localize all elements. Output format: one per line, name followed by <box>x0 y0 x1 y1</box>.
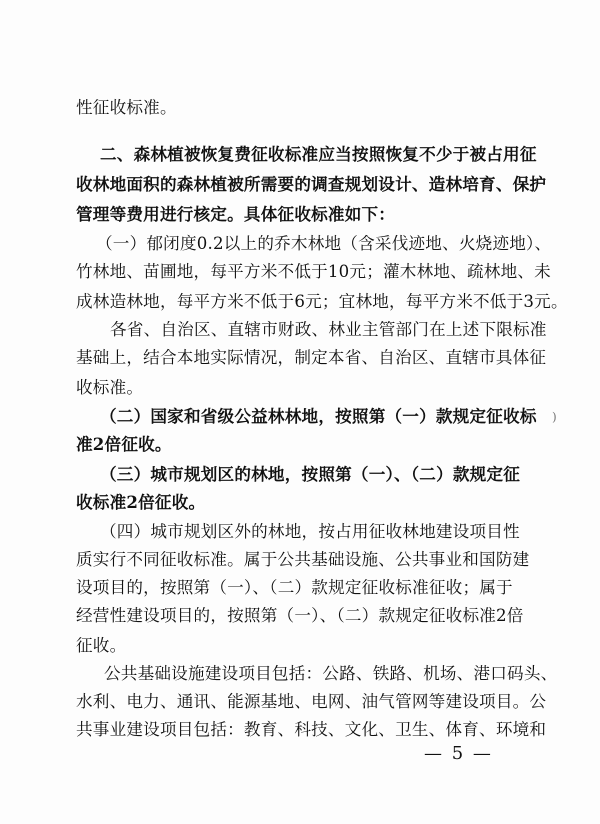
text-line-1: 性征收标准。 <box>76 98 177 117</box>
text-line-2: 二、森林植被恢复费征收标准应当按照恢复不少于被占用征 <box>100 144 537 164</box>
text-line-14: 收标准2倍征收。 <box>76 492 206 512</box>
text-line-6: 竹林地、苗圃地，每平方米不低于10元；灌木林地、疏林地、未 <box>76 262 551 281</box>
text-line-18: 经营性建设项目的，按照第（一）、（二）款规定征收标准2倍 <box>76 606 524 625</box>
page-number: — 5 — <box>424 743 493 764</box>
text-line-5: （一）郁闭度0.2以上的乔木林地（含采伐迹地、火烧迹地）、 <box>96 234 552 253</box>
text-line-21: 水利、电力、通讯、能源基地、电网、油气管网等建设项目。公 <box>76 692 547 711</box>
text-line-8: 各省、自治区、直辖市财政、林业主管部门在上述下限标准 <box>110 320 547 339</box>
text-line-11: （二）国家和省级公益林林地，按照第（一）款规定征收标 <box>100 406 537 426</box>
text-line-4: 管理等费用进行核定。具体征收标准如下： <box>76 204 396 224</box>
text-line-22: 共事业建设项目包括：教育、科技、文化、卫生、体育、环境和 <box>76 720 547 739</box>
text-line-17: 设项目的，按照第（一）、（二）款规定征收标准征收；属于 <box>76 578 513 597</box>
text-line-3: 收林地面积的森林植被所需要的调查规划设计、造林培育、保护 <box>76 174 547 194</box>
text-line-7: 成林造林地，每平方米不低于6元；宜林地，每平方米不低于3元。 <box>76 292 568 311</box>
margin-mark: ) <box>552 410 557 424</box>
text-line-13: （三）城市规划区的林地，按照第（一）、（二）款规定征 <box>100 464 521 484</box>
text-line-19: 征收。 <box>76 636 127 655</box>
text-line-9: 基础上，结合本地实际情况，制定本省、自治区、直辖市具体征 <box>76 348 547 367</box>
text-line-12: 准2倍征收。 <box>76 434 172 454</box>
text-line-15: （四）城市规划区外的林地，按占用征收林地建设项目性 <box>100 522 520 541</box>
text-line-16: 质实行不同征收标准。属于公共基础设施、公共事业和国防建 <box>76 550 530 569</box>
text-line-20: 公共基础设施建设项目包括：公路、铁路、机场、港口码头、 <box>104 664 558 683</box>
text-line-10: 收标准。 <box>76 378 144 397</box>
